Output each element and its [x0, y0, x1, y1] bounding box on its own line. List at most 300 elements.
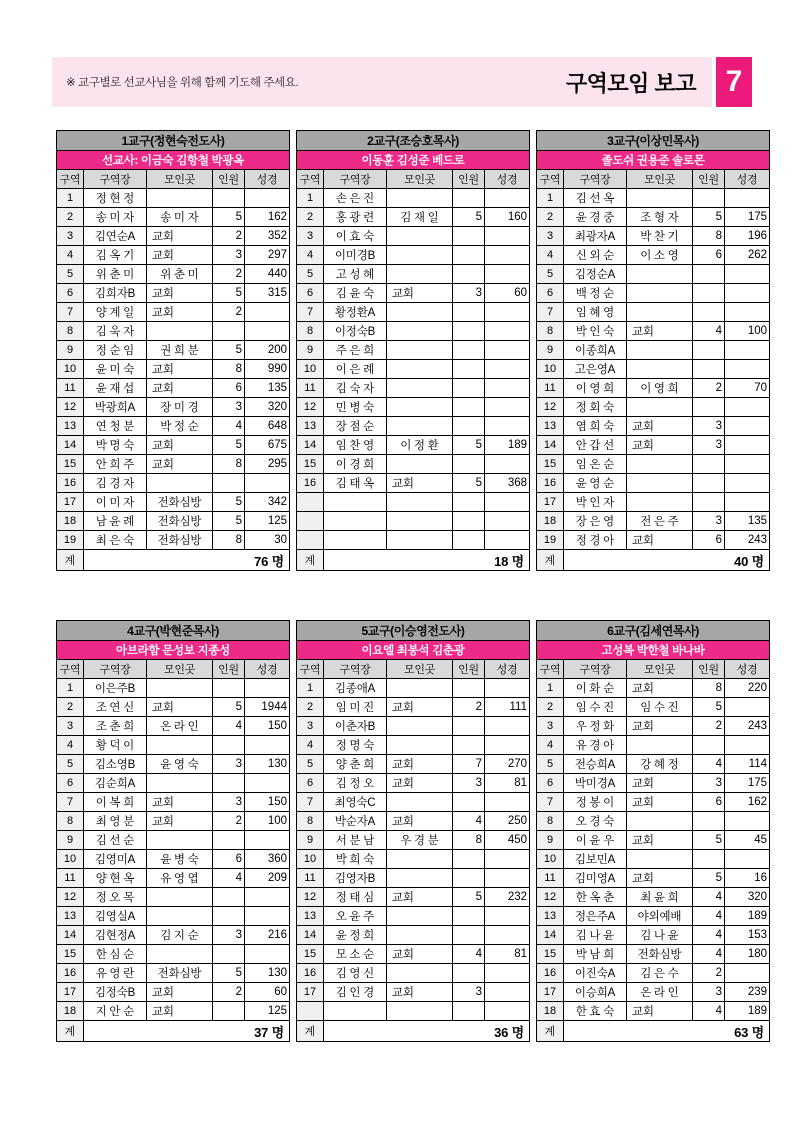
table-row — [537, 303, 770, 322]
cell-leader-name — [324, 512, 387, 531]
column-header-leader: 구역장 — [324, 660, 387, 679]
cell-meeting-place — [387, 907, 453, 926]
cell-district-no: 2 — [57, 698, 84, 717]
prayer-note: ※ 교구별로 선교사님을 위해 함께 기도해 주세요. — [66, 77, 299, 89]
cell-district-no: 6 — [57, 774, 84, 793]
cell-leader-name: 정순임 — [84, 341, 147, 360]
total-row — [297, 1021, 530, 1042]
column-header-place: 모인곳 — [147, 170, 213, 189]
cell-bible-count — [725, 736, 770, 755]
cell-bible-count: 189 — [725, 907, 770, 926]
cell-district-no: 14 — [57, 436, 84, 455]
cell-people-count — [693, 303, 725, 322]
cell-people-count: 5 — [693, 208, 725, 227]
cell-district-no: 12 — [57, 888, 84, 907]
cell-leader-name: 고성혜 — [324, 265, 387, 284]
table-row — [297, 303, 530, 322]
table-row — [57, 455, 290, 474]
table-row — [537, 926, 770, 945]
cell-people-count: 3 — [213, 793, 245, 812]
table-row — [537, 246, 770, 265]
cell-leader-name: 김인경 — [324, 983, 387, 1002]
cell-district-no: 10 — [297, 360, 324, 379]
cell-leader-name: 주은희 — [324, 341, 387, 360]
cell-meeting-place: 교회 — [627, 869, 693, 888]
cell-leader-name: 김영신 — [324, 964, 387, 983]
cell-meeting-place — [387, 679, 453, 698]
table-row — [537, 341, 770, 360]
cell-meeting-place: 교회 — [387, 983, 453, 1002]
cell-bible-count — [725, 398, 770, 417]
cell-leader-name: 이정숙B — [324, 322, 387, 341]
cell-district-no: 12 — [297, 888, 324, 907]
cell-district-no: 14 — [537, 926, 564, 945]
cell-district-no: 9 — [297, 831, 324, 850]
district-table-6 — [536, 620, 770, 1042]
cell-leader-name: 김정순A — [564, 265, 627, 284]
cell-bible-count: 342 — [245, 493, 290, 512]
cell-leader-name: 임찬영 — [324, 436, 387, 455]
cell-meeting-place — [627, 736, 693, 755]
cell-district-no: 2 — [537, 208, 564, 227]
cell-district-no: 18 — [537, 1002, 564, 1021]
table-row — [537, 189, 770, 208]
district-table-1 — [56, 130, 290, 571]
cell-bible-count — [245, 888, 290, 907]
cell-meeting-place — [387, 926, 453, 945]
cell-meeting-place: 교회 — [627, 1002, 693, 1021]
cell-district-no: 16 — [57, 964, 84, 983]
cell-leader-name: 백정순 — [564, 284, 627, 303]
cell-leader-name: 우정화 — [564, 717, 627, 736]
total-row — [537, 1021, 770, 1042]
cell-district-no: 10 — [57, 360, 84, 379]
cell-meeting-place: 윤영숙 — [147, 755, 213, 774]
cell-meeting-place — [387, 512, 453, 531]
cell-bible-count — [485, 322, 530, 341]
cell-people-count: 5 — [453, 888, 485, 907]
cell-leader-name: 위춘미 — [84, 265, 147, 284]
total-value: 76 명 — [84, 550, 290, 571]
cell-people-count — [693, 455, 725, 474]
total-label: 계 — [537, 1021, 564, 1042]
cell-leader-name: 김욱자 — [84, 322, 147, 341]
cell-leader-name: 윤미숙 — [84, 360, 147, 379]
cell-people-count: 2 — [213, 265, 245, 284]
cell-leader-name: 정은주A — [564, 907, 627, 926]
cell-meeting-place: 교회 — [387, 945, 453, 964]
cell-district-no: 8 — [537, 322, 564, 341]
cell-district-no: 16 — [537, 964, 564, 983]
cell-people-count: 6 — [693, 793, 725, 812]
cell-leader-name: 이춘자B — [324, 717, 387, 736]
table-row — [297, 717, 530, 736]
cell-people-count — [213, 322, 245, 341]
cell-district-no: 13 — [537, 417, 564, 436]
cell-leader-name: 정현정 — [84, 189, 147, 208]
cell-meeting-place: 교회 — [147, 436, 213, 455]
cell-people-count — [213, 679, 245, 698]
cell-meeting-place — [387, 736, 453, 755]
cell-bible-count — [725, 417, 770, 436]
cell-bible-count: 320 — [725, 888, 770, 907]
cell-meeting-place — [387, 265, 453, 284]
cell-bible-count — [245, 945, 290, 964]
table-row — [297, 531, 530, 550]
cell-people-count: 5 — [693, 831, 725, 850]
cell-bible-count — [485, 983, 530, 1002]
cell-bible-count: 243 — [725, 531, 770, 550]
cell-meeting-place — [147, 774, 213, 793]
table-row — [297, 1002, 530, 1021]
cell-leader-name: 이윤우 — [564, 831, 627, 850]
cell-meeting-place — [387, 869, 453, 888]
cell-bible-count: 189 — [485, 436, 530, 455]
column-header-people: 인원 — [213, 170, 245, 189]
cell-leader-name: 염희숙 — [564, 417, 627, 436]
table-row — [537, 1002, 770, 1021]
cell-district-no: 5 — [57, 755, 84, 774]
cell-people-count: 8 — [453, 831, 485, 850]
cell-leader-name: 김영실A — [84, 907, 147, 926]
cell-meeting-place: 교회 — [627, 531, 693, 550]
cell-meeting-place: 박정순 — [147, 417, 213, 436]
cell-bible-count: 100 — [725, 322, 770, 341]
cell-leader-name: 정오목 — [84, 888, 147, 907]
cell-meeting-place: 교회 — [147, 812, 213, 831]
cell-bible-count — [485, 717, 530, 736]
cell-bible-count — [725, 698, 770, 717]
cell-leader-name: 박인숙 — [564, 322, 627, 341]
cell-people-count — [453, 246, 485, 265]
cell-meeting-place — [387, 341, 453, 360]
missionary-row — [57, 641, 290, 660]
table-row — [537, 227, 770, 246]
cell-district-no: 8 — [57, 812, 84, 831]
table-row — [297, 474, 530, 493]
column-header-no: 구역 — [537, 660, 564, 679]
cell-people-count — [693, 360, 725, 379]
cell-people-count: 4 — [693, 1002, 725, 1021]
cell-bible-count — [725, 189, 770, 208]
cell-people-count — [453, 417, 485, 436]
cell-leader-name: 김보민A — [564, 850, 627, 869]
cell-leader-name: 한효숙 — [564, 1002, 627, 1021]
district-table-5 — [296, 620, 530, 1042]
cell-district-no: 18 — [57, 512, 84, 531]
column-header-no: 구역 — [297, 170, 324, 189]
column-header-place: 모인곳 — [627, 170, 693, 189]
cell-people-count: 5 — [453, 436, 485, 455]
column-header-people: 인원 — [453, 660, 485, 679]
table-row — [537, 907, 770, 926]
table-row — [57, 717, 290, 736]
cell-district-no: 4 — [537, 246, 564, 265]
cell-district-no: 4 — [57, 246, 84, 265]
column-header-bible: 성경 — [725, 170, 770, 189]
cell-people-count: 2 — [693, 379, 725, 398]
cell-leader-name: 김종애A — [324, 679, 387, 698]
cell-meeting-place — [387, 964, 453, 983]
cell-leader-name: 김미영A — [564, 869, 627, 888]
cell-bible-count: 100 — [245, 812, 290, 831]
cell-meeting-place — [627, 455, 693, 474]
cell-district-no: 4 — [537, 736, 564, 755]
cell-district-no: 2 — [57, 208, 84, 227]
cell-bible-count — [245, 774, 290, 793]
table-row — [297, 322, 530, 341]
cell-meeting-place — [387, 717, 453, 736]
cell-bible-count: 250 — [485, 812, 530, 831]
cell-bible-count: 990 — [245, 360, 290, 379]
cell-leader-name: 민병숙 — [324, 398, 387, 417]
column-header-row — [57, 660, 290, 679]
cell-meeting-place: 교회 — [147, 983, 213, 1002]
cell-leader-name: 안갑선 — [564, 436, 627, 455]
cell-meeting-place: 교회 — [147, 360, 213, 379]
cell-leader-name: 김희자B — [84, 284, 147, 303]
table-row — [537, 812, 770, 831]
table-row — [537, 888, 770, 907]
cell-district-no: 2 — [537, 698, 564, 717]
missionary-row — [537, 151, 770, 170]
cell-meeting-place: 온라인 — [147, 717, 213, 736]
cell-people-count: 2 — [453, 698, 485, 717]
cell-leader-name: 고은영A — [564, 360, 627, 379]
district-title: 5교구(이승영전도사) — [297, 621, 530, 641]
cell-people-count: 6 — [693, 531, 725, 550]
cell-district-no: 15 — [297, 455, 324, 474]
table-row — [57, 322, 290, 341]
cell-district-no: 12 — [537, 398, 564, 417]
table-row — [297, 869, 530, 888]
cell-district-no: 12 — [297, 398, 324, 417]
cell-people-count: 2 — [213, 227, 245, 246]
cell-district-no: 18 — [57, 1002, 84, 1021]
cell-district-no: 14 — [57, 926, 84, 945]
cell-people-count — [453, 869, 485, 888]
table-row — [57, 698, 290, 717]
cell-leader-name: 정명숙 — [324, 736, 387, 755]
table-row — [537, 417, 770, 436]
cell-bible-count — [485, 531, 530, 550]
cell-meeting-place: 교회 — [147, 1002, 213, 1021]
total-row — [57, 1021, 290, 1042]
cell-meeting-place — [387, 455, 453, 474]
cell-meeting-place: 김나윤 — [627, 926, 693, 945]
cell-meeting-place: 조형자 — [627, 208, 693, 227]
cell-district-no: 5 — [57, 265, 84, 284]
cell-meeting-place: 이정환 — [387, 436, 453, 455]
cell-leader-name: 김경자 — [84, 474, 147, 493]
cell-leader-name: 이승희A — [564, 983, 627, 1002]
cell-bible-count: 45 — [725, 831, 770, 850]
cell-people-count — [693, 189, 725, 208]
cell-meeting-place — [387, 189, 453, 208]
cell-meeting-place — [147, 888, 213, 907]
cell-meeting-place — [627, 284, 693, 303]
cell-bible-count — [245, 189, 290, 208]
cell-meeting-place: 전화심방 — [627, 945, 693, 964]
cell-meeting-place — [147, 907, 213, 926]
cell-leader-name: 윤경중 — [564, 208, 627, 227]
cell-leader-name: 김정오 — [324, 774, 387, 793]
cell-leader-name: 손은진 — [324, 189, 387, 208]
cell-people-count — [453, 341, 485, 360]
cell-bible-count: 200 — [245, 341, 290, 360]
cell-leader-name: 이진숙A — [564, 964, 627, 983]
cell-leader-name: 이은주B — [84, 679, 147, 698]
column-header-place: 모인곳 — [387, 170, 453, 189]
cell-people-count: 5 — [693, 869, 725, 888]
cell-meeting-place — [627, 341, 693, 360]
missionary-names: 선교사: 이금숙 김항철 박광옥 — [57, 151, 290, 170]
table-row — [297, 189, 530, 208]
cell-leader-name: 김연순A — [84, 227, 147, 246]
cell-district-no: 5 — [297, 755, 324, 774]
cell-leader-name: 송미자 — [84, 208, 147, 227]
table-row — [297, 436, 530, 455]
column-header-bible: 성경 — [485, 660, 530, 679]
cell-bible-count — [485, 493, 530, 512]
header-banner — [52, 57, 712, 107]
column-header-people: 인원 — [693, 170, 725, 189]
cell-people-count — [453, 265, 485, 284]
cell-people-count — [213, 189, 245, 208]
cell-people-count — [453, 736, 485, 755]
cell-district-no: 3 — [57, 717, 84, 736]
cell-meeting-place — [387, 379, 453, 398]
missionary-row — [297, 641, 530, 660]
cell-district-no: 16 — [297, 964, 324, 983]
total-row — [57, 550, 290, 571]
district-group-bottom — [56, 620, 770, 1042]
cell-district-no: 16 — [537, 474, 564, 493]
cell-people-count — [213, 1002, 245, 1021]
cell-leader-name: 최영숙C — [324, 793, 387, 812]
cell-bible-count: 111 — [485, 698, 530, 717]
cell-bible-count: 160 — [485, 208, 530, 227]
column-header-place: 모인곳 — [147, 660, 213, 679]
cell-people-count: 3 — [213, 926, 245, 945]
cell-district-no: 13 — [297, 907, 324, 926]
cell-people-count — [213, 831, 245, 850]
cell-bible-count: 125 — [245, 512, 290, 531]
cell-bible-count — [485, 869, 530, 888]
table-row — [57, 850, 290, 869]
cell-meeting-place — [387, 322, 453, 341]
cell-people-count: 2 — [693, 717, 725, 736]
cell-meeting-place — [147, 736, 213, 755]
cell-meeting-place: 전은주 — [627, 512, 693, 531]
cell-people-count: 8 — [213, 360, 245, 379]
cell-leader-name: 최광자A — [564, 227, 627, 246]
table-row — [297, 945, 530, 964]
cell-leader-name: 박명숙 — [84, 436, 147, 455]
cell-bible-count: 1944 — [245, 698, 290, 717]
table-row — [537, 512, 770, 531]
table-row — [57, 436, 290, 455]
cell-leader-name: 이영희 — [564, 379, 627, 398]
table-row — [297, 265, 530, 284]
cell-district-no: 14 — [537, 436, 564, 455]
cell-people-count: 4 — [213, 869, 245, 888]
table-row — [297, 512, 530, 531]
cell-bible-count: 175 — [725, 774, 770, 793]
cell-bible-count: 162 — [245, 208, 290, 227]
column-header-no: 구역 — [297, 660, 324, 679]
cell-leader-name: 장은영 — [564, 512, 627, 531]
cell-bible-count — [485, 227, 530, 246]
cell-bible-count — [245, 303, 290, 322]
total-value: 40 명 — [564, 550, 770, 571]
table-row — [537, 436, 770, 455]
table-row — [57, 265, 290, 284]
table-row — [537, 717, 770, 736]
cell-people-count — [453, 379, 485, 398]
cell-meeting-place: 교회 — [387, 474, 453, 493]
cell-people-count — [453, 322, 485, 341]
cell-district-no: 11 — [57, 379, 84, 398]
cell-meeting-place — [627, 812, 693, 831]
cell-district-no: 3 — [297, 717, 324, 736]
column-header-leader: 구역장 — [84, 170, 147, 189]
table-row — [57, 284, 290, 303]
table-row — [537, 983, 770, 1002]
cell-meeting-place: 교회 — [387, 284, 453, 303]
cell-district-no: 17 — [537, 983, 564, 1002]
missionary-names: 졸도쉬 권용준 솔로몬 — [537, 151, 770, 170]
district-table-2 — [296, 130, 530, 571]
cell-district-no: 16 — [297, 474, 324, 493]
table-row — [537, 531, 770, 550]
table-row — [537, 474, 770, 493]
cell-meeting-place: 교회 — [627, 417, 693, 436]
cell-meeting-place — [147, 189, 213, 208]
cell-district-no: 5 — [297, 265, 324, 284]
cell-meeting-place: 교회 — [627, 774, 693, 793]
cell-bible-count: 243 — [725, 717, 770, 736]
cell-district-no — [297, 493, 324, 512]
total-label: 계 — [297, 550, 324, 571]
cell-district-no: 15 — [57, 945, 84, 964]
cell-people-count — [453, 964, 485, 983]
cell-people-count — [453, 926, 485, 945]
cell-bible-count: 30 — [245, 531, 290, 550]
cell-district-no: 2 — [297, 698, 324, 717]
table-row — [57, 983, 290, 1002]
missionary-names: 고성복 박한철 바나바 — [537, 641, 770, 660]
cell-meeting-place — [387, 303, 453, 322]
cell-bible-count: 175 — [725, 208, 770, 227]
cell-leader-name: 김선순 — [84, 831, 147, 850]
table-row — [537, 774, 770, 793]
cell-people-count — [693, 284, 725, 303]
table-row — [297, 398, 530, 417]
cell-leader-name — [324, 493, 387, 512]
table-row — [57, 869, 290, 888]
cell-people-count: 4 — [693, 907, 725, 926]
cell-people-count: 4 — [453, 945, 485, 964]
cell-leader-name: 정태심 — [324, 888, 387, 907]
cell-leader-name: 박희숙 — [324, 850, 387, 869]
table-row — [57, 945, 290, 964]
table-row — [537, 945, 770, 964]
cell-bible-count — [485, 379, 530, 398]
cell-leader-name: 이경희 — [324, 455, 387, 474]
missionary-row — [537, 641, 770, 660]
cell-meeting-place: 최윤희 — [627, 888, 693, 907]
